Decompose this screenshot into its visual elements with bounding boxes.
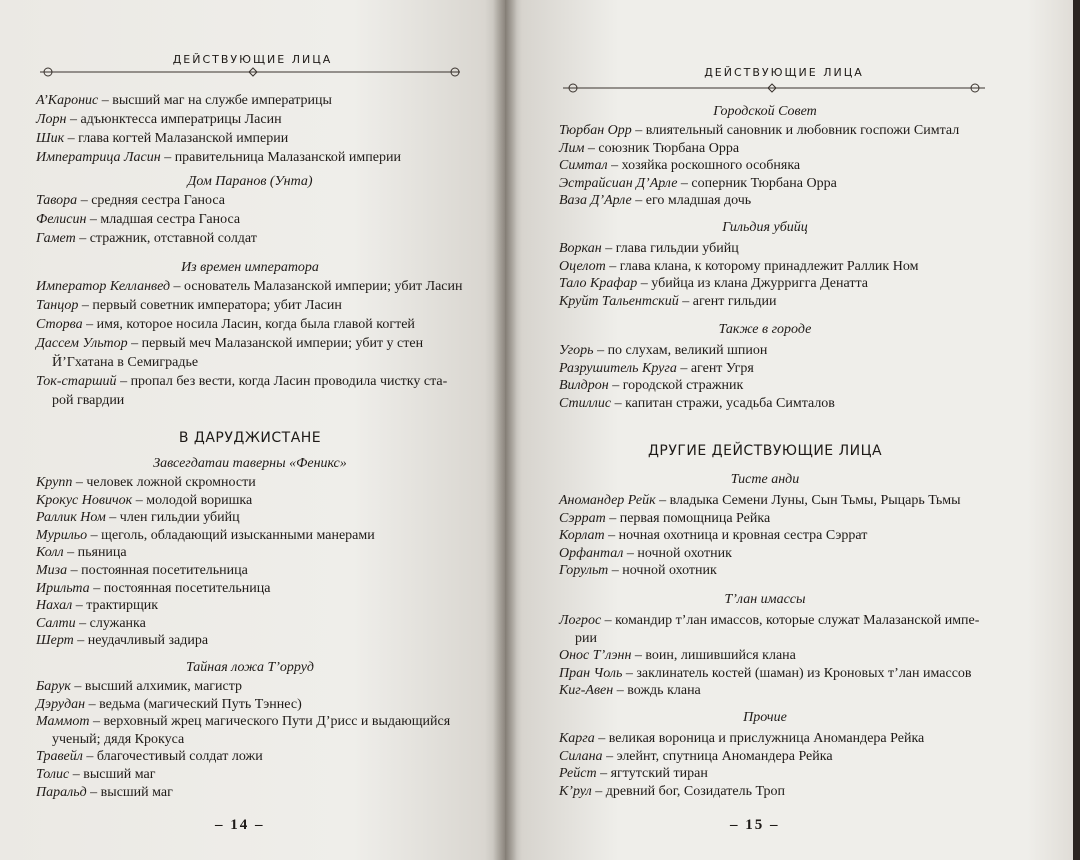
character-name: Логрос bbox=[559, 613, 602, 628]
right-header-title: ДЕЙСТВУЮЩИЕ ЛИЦА bbox=[704, 66, 864, 79]
character-description: – владыка Семени Луны, Сын Тьмы, Рыцарь Тьмы bbox=[655, 493, 961, 508]
character-name: Симтал bbox=[559, 158, 608, 174]
list-item bbox=[36, 373, 447, 390]
list-item bbox=[559, 157, 800, 174]
list-item bbox=[575, 630, 597, 647]
list-item bbox=[36, 92, 332, 109]
character-name: Горульт bbox=[559, 563, 609, 579]
list-item bbox=[36, 230, 257, 247]
character-description: – глава клана, к которому принадлежит Раллик Ном bbox=[605, 258, 919, 274]
character-description: – высший маг bbox=[86, 784, 173, 800]
character-description: – городской стражник bbox=[608, 378, 744, 394]
list-item bbox=[559, 527, 867, 544]
group-heading-city: Также в городе bbox=[718, 322, 812, 337]
group-heading-imass: Т’лан имассы bbox=[724, 592, 806, 607]
list-item bbox=[36, 696, 302, 713]
character-description: – ведьма (магический Путь Тэннес) bbox=[85, 696, 302, 712]
character-description: – неудачливый задира bbox=[73, 633, 209, 649]
character-name: Силана bbox=[559, 748, 603, 764]
character-name: Паральд bbox=[36, 784, 87, 800]
character-name: Толис bbox=[36, 767, 70, 782]
list-item bbox=[36, 111, 282, 128]
character-description: – элейнт, спутница Аномандера Рейка bbox=[602, 748, 833, 764]
right-running-header bbox=[505, 64, 1073, 104]
list-item bbox=[36, 130, 288, 147]
character-description: – агент гильдии bbox=[678, 293, 777, 309]
right-page bbox=[505, 0, 1073, 860]
list-item bbox=[36, 297, 342, 314]
character-description: – глава когтей Малазанской империи bbox=[64, 131, 289, 146]
character-description: – заклинатель костей (шаман) из Кроновых т’лан имассов bbox=[622, 665, 972, 681]
character-description: – первая помощница Рейка bbox=[605, 510, 771, 526]
list-item bbox=[559, 293, 777, 310]
character-description: рой гвардии bbox=[52, 393, 125, 408]
character-name: Рейст bbox=[559, 766, 597, 782]
list-item bbox=[559, 360, 754, 377]
character-name: Пран Чоль bbox=[559, 665, 623, 681]
character-name: Киг-Авен bbox=[559, 683, 614, 699]
character-description: – член гильдии убийц bbox=[105, 510, 240, 526]
character-name: Тюрбан Орр bbox=[559, 123, 632, 138]
list-item bbox=[559, 122, 959, 139]
section-heading-others: ДРУГИЕ ДЕЙСТВУЮЩИЕ ЛИЦА bbox=[647, 443, 883, 459]
character-description: – по слухам, великий шпион bbox=[593, 343, 768, 358]
character-name: Императрица Ласин bbox=[36, 150, 161, 165]
character-name: Нахал bbox=[36, 598, 73, 614]
list-item bbox=[559, 765, 708, 782]
list-item bbox=[559, 545, 732, 562]
character-description: – глава гильдии убийц bbox=[601, 241, 739, 256]
list-item bbox=[559, 192, 751, 209]
group-heading-phoenix: Завсегдатаи таверны «Феникс» bbox=[153, 456, 347, 471]
character-description: – служанка bbox=[75, 615, 146, 631]
character-description: ученый; дядя Крокуса bbox=[52, 731, 185, 747]
character-description: – первый меч Малазанской империи; убит у стен bbox=[127, 336, 424, 351]
list-item bbox=[559, 175, 837, 192]
character-description: – воин, лишившийся клана bbox=[631, 648, 796, 664]
character-name: А’Каронис bbox=[36, 93, 99, 108]
list-item bbox=[559, 258, 918, 275]
character-name: Круйт Тальентский bbox=[559, 293, 679, 309]
character-description: – убийца из клана Джурригга Денатта bbox=[637, 276, 868, 292]
character-description: рии bbox=[575, 630, 597, 646]
character-name: Фелисин bbox=[36, 212, 87, 227]
list-item bbox=[559, 140, 739, 157]
list-item bbox=[559, 783, 785, 800]
character-description: – командир т’лан имассов, которые служат Малазанской импе- bbox=[601, 613, 980, 628]
list-item bbox=[36, 748, 263, 765]
character-name: Воркан bbox=[559, 241, 602, 256]
character-description: – высший алхимик, магистр bbox=[70, 679, 243, 694]
character-name: Эстрайсиан Д’Арле bbox=[559, 175, 678, 191]
list-item bbox=[36, 192, 225, 209]
character-description: – хозяйка роскошного особняка bbox=[607, 158, 801, 174]
book-gutter bbox=[493, 0, 517, 860]
character-description: – капитан стражи, усадьба Симталов bbox=[611, 395, 835, 411]
list-item bbox=[36, 509, 240, 526]
ornament-rule-icon bbox=[505, 78, 1073, 102]
list-item bbox=[559, 647, 796, 664]
character-name: Колл bbox=[36, 545, 64, 561]
character-description: – первый советник императора; убит Ласин bbox=[78, 298, 342, 313]
list-item bbox=[559, 562, 717, 579]
character-description: – молодой воришка bbox=[132, 492, 253, 508]
list-item bbox=[36, 580, 270, 597]
character-name: Гамет bbox=[36, 231, 76, 246]
list-item bbox=[52, 731, 184, 748]
character-name: Вилдрон bbox=[559, 378, 609, 394]
character-name: К’рул bbox=[559, 783, 592, 799]
character-name: Тавора bbox=[36, 193, 78, 208]
list-item bbox=[36, 678, 242, 695]
list-item bbox=[36, 492, 252, 509]
left-running-header bbox=[0, 48, 505, 88]
group-heading-emperor: Из времен императора bbox=[181, 260, 319, 275]
list-item bbox=[559, 682, 701, 699]
list-item bbox=[559, 510, 770, 527]
group-heading-assassins: Гильдия убийц bbox=[722, 220, 808, 235]
character-name: Раллик Ном bbox=[36, 510, 106, 526]
character-name: Сэррат bbox=[559, 510, 606, 526]
character-name: Шерт bbox=[36, 633, 74, 649]
character-description: – древний бог, Созидатель Троп bbox=[591, 783, 785, 799]
character-description: – великая вороница и прислужница Аномандера Рейка bbox=[594, 731, 925, 746]
character-name: Дассем Ультор bbox=[36, 336, 128, 351]
character-description: – средняя сестра Ганоса bbox=[77, 193, 225, 208]
character-description: – высший маг на службе императрицы bbox=[98, 93, 332, 108]
left-page-number: – 14 – bbox=[215, 817, 265, 833]
character-name: Салти bbox=[36, 615, 76, 631]
list-item bbox=[559, 240, 739, 257]
list-item bbox=[36, 632, 208, 649]
list-item bbox=[559, 342, 767, 359]
character-name: Дэрудан bbox=[36, 696, 86, 712]
list-item bbox=[36, 335, 423, 352]
character-name: Стиллис bbox=[559, 395, 612, 411]
character-description: – влиятельный сановник и любовник госпожи Симтал bbox=[631, 123, 960, 138]
group-heading-council: Городской Совет bbox=[713, 104, 817, 119]
character-description: – правительница Малазанской империи bbox=[160, 150, 401, 165]
character-name: Тало Крафар bbox=[559, 276, 638, 292]
character-name: Травейл bbox=[36, 749, 83, 765]
character-name: Орфантал bbox=[559, 545, 624, 561]
character-description: – его младшая дочь bbox=[631, 193, 752, 209]
character-name: Разрушитель Круга bbox=[559, 360, 677, 376]
list-item bbox=[36, 615, 146, 632]
list-item bbox=[36, 149, 401, 166]
group-heading-torrud: Тайная ложа Т’орруд bbox=[185, 660, 315, 675]
character-description: – постоянная посетительница bbox=[89, 580, 271, 596]
section-heading-darujhistan: В ДАРУДЖИСТАНЕ bbox=[178, 430, 322, 446]
list-item bbox=[559, 748, 833, 765]
character-name: Ирильта bbox=[36, 580, 90, 596]
character-name: Крупп bbox=[36, 475, 73, 490]
right-page-number: – 15 – bbox=[730, 817, 780, 833]
character-name: Шик bbox=[36, 131, 65, 146]
character-description: – благочестивый солдат ложи bbox=[82, 749, 263, 765]
character-description: – трактирщик bbox=[72, 598, 159, 614]
list-item bbox=[36, 544, 127, 561]
character-name: Угорь bbox=[559, 343, 594, 358]
character-description: – верховный жрец магического Пути Д’рисс и выдающийся bbox=[89, 714, 451, 730]
list-item bbox=[559, 377, 743, 394]
character-description: – ночная охотница и кровная сестра Сэррат bbox=[604, 528, 868, 544]
character-description: – пропал без вести, когда Ласин проводила чистку ста- bbox=[116, 374, 448, 389]
list-item bbox=[559, 730, 924, 747]
character-description: – союзник Тюрбана Орра bbox=[584, 140, 740, 156]
character-description: – агент Угря bbox=[676, 360, 754, 376]
group-heading-tiste: Тисте анди bbox=[730, 472, 800, 487]
character-description: – человек ложной скромности bbox=[72, 475, 256, 490]
character-description: – высший маг bbox=[69, 767, 156, 782]
character-description: – щеголь, обладающий изысканными манерами bbox=[87, 527, 375, 543]
list-item bbox=[36, 784, 173, 801]
character-description: – стражник, отставной солдат bbox=[75, 231, 257, 246]
character-description: – ночной охотник bbox=[623, 545, 732, 561]
list-item bbox=[52, 392, 124, 409]
character-name: Оцелот bbox=[559, 258, 606, 274]
character-name: Маммот bbox=[36, 714, 90, 730]
list-item bbox=[36, 278, 463, 295]
character-description: – соперник Тюрбана Орра bbox=[677, 175, 837, 191]
character-name: Онос Т’лэнн bbox=[559, 648, 632, 664]
character-description: – ночной охотник bbox=[608, 563, 717, 579]
list-item bbox=[559, 275, 868, 292]
character-description: – имя, которое носила Ласин, когда была главой когтей bbox=[82, 317, 415, 332]
list-item bbox=[36, 562, 248, 579]
list-item bbox=[36, 597, 158, 614]
list-item bbox=[36, 527, 375, 544]
character-name: Ток-старший bbox=[36, 374, 117, 389]
character-name: Миза bbox=[36, 563, 68, 578]
list-item bbox=[36, 211, 240, 228]
character-name: Барук bbox=[36, 679, 71, 694]
group-heading-paran: Дом Паранов (Унта) bbox=[187, 174, 313, 189]
ornament-rule-icon bbox=[0, 62, 505, 86]
list-item bbox=[36, 316, 415, 333]
list-item bbox=[36, 713, 450, 730]
list-item bbox=[559, 395, 835, 412]
character-name: Аномандер Рейк bbox=[559, 493, 656, 508]
character-name: Корлат bbox=[559, 528, 605, 544]
character-description: – пьяница bbox=[63, 545, 127, 561]
character-name: Карга bbox=[559, 731, 595, 746]
character-description: – младшая сестра Ганоса bbox=[86, 212, 241, 227]
character-name: Император Келланвед bbox=[36, 279, 171, 294]
character-description: – вождь клана bbox=[613, 683, 701, 699]
character-description: – ягтутский тиран bbox=[596, 766, 708, 782]
character-name: Сторва bbox=[36, 317, 83, 332]
list-item bbox=[36, 766, 155, 783]
character-name: Лорн bbox=[36, 112, 67, 127]
character-name: Лим bbox=[559, 140, 585, 156]
left-page bbox=[0, 0, 505, 860]
character-description: – адъюнктесса императрицы Ласин bbox=[66, 112, 282, 127]
list-item bbox=[559, 492, 961, 509]
list-item bbox=[52, 354, 198, 371]
character-description: – постоянная посетительница bbox=[67, 563, 248, 578]
list-item bbox=[36, 474, 256, 491]
character-name: Крокус Новичок bbox=[36, 492, 133, 508]
character-name: Мурильо bbox=[36, 527, 88, 543]
character-name: Танцор bbox=[36, 298, 79, 313]
list-item bbox=[559, 612, 979, 629]
character-description: – основатель Малазанской империи; убит Ласин bbox=[170, 279, 463, 294]
character-name: Ваза Д’Арле bbox=[559, 193, 632, 209]
list-item bbox=[559, 665, 972, 682]
left-header-title: ДЕЙСТВУЮЩИЕ ЛИЦА bbox=[172, 53, 333, 66]
group-heading-other: Прочие bbox=[743, 710, 787, 725]
character-description: Й’Гхатана в Семиградье bbox=[52, 355, 199, 370]
